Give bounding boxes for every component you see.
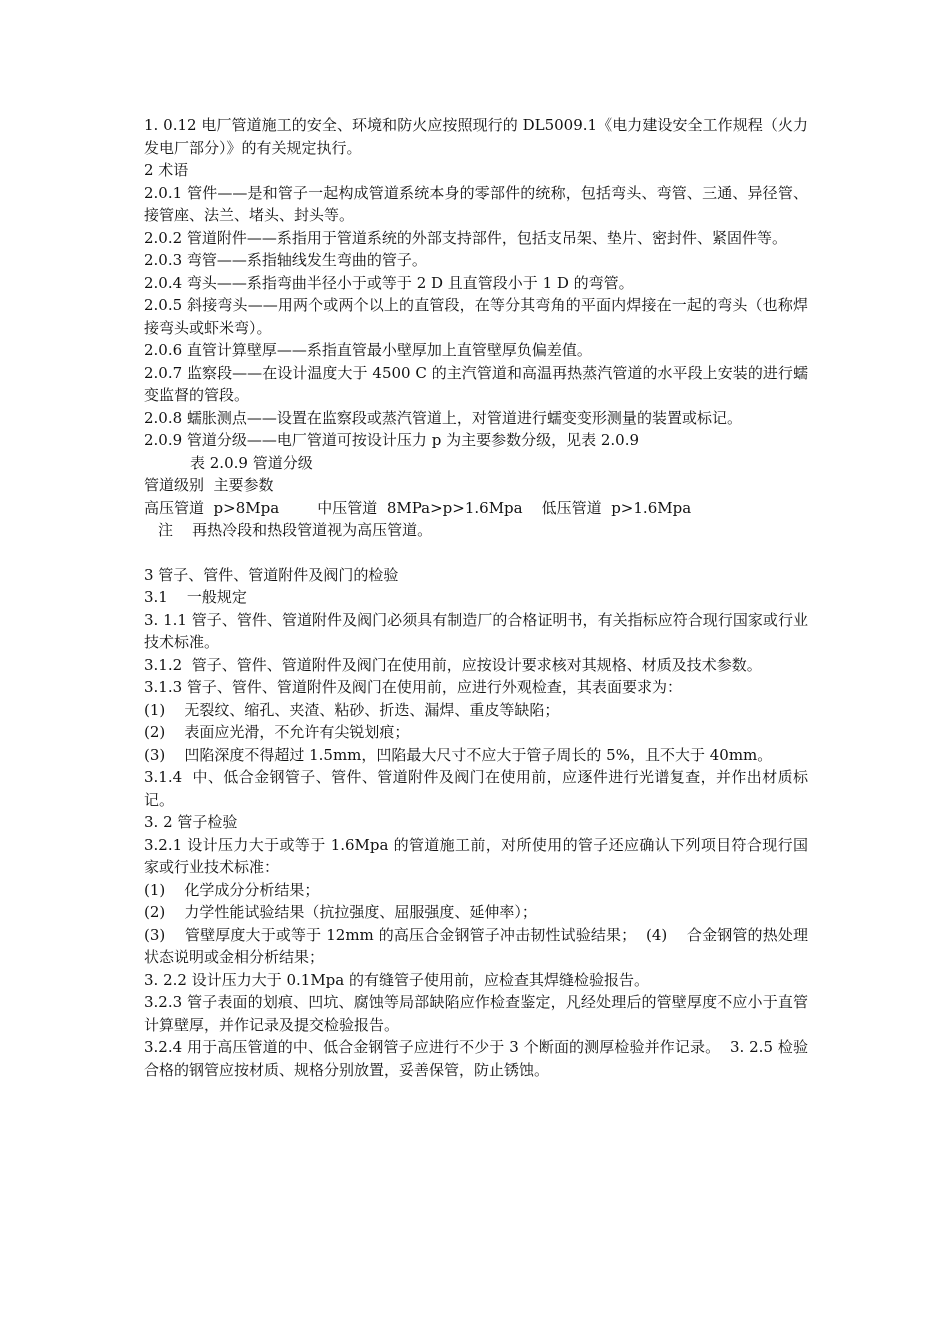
- document-body: [144, 114, 808, 1081]
- paragraph-2-0-1: 2.0.1 管件——是和管子一起构成管道系统本身的零部件的统称，包括弯头、弯管、三通、异径管、接管座、法兰、堵头、封头等。: [144, 183, 808, 224]
- paragraph-3-2-1: 3.2.1 设计压力大于或等于 1.6Mpa 的管道施工前，对所使用的管子还应确认下列项目符合现行国家或行业技术标准：: [144, 835, 808, 876]
- list-item: (1) 化学成分分析结果；: [144, 880, 320, 899]
- paragraph-2-0-3: 2.0.3 弯管——系指轴线发生弯曲的管子。: [144, 251, 427, 269]
- paragraph-2-0-7: 2.0.7 监察段——在设计温度大于 4500 C 的主汽管道和高温再热蒸汽管道的水平段上安装的进行蠕变监督的管段。: [144, 363, 808, 404]
- paragraph-3-1-2: 3.1.2 管子、管件、管道附件及阀门在使用前，应按设计要求核对其规格、材质及技术参数。: [144, 655, 762, 674]
- list-item: (2) 表面应光滑，不允许有尖锐划痕；: [144, 723, 410, 741]
- paragraph-3-1-4: 3.1.4 中、低合金钢管子、管件、管道附件及阀门在使用前，应逐件进行光谱复查，并作出材质标记。: [144, 768, 808, 809]
- paragraph-2-0-6: 2.0.6 直管计算壁厚——系指直管最小壁厚加上直管壁厚负偏差值。: [144, 341, 592, 359]
- table-data-row: 高压管道 p>8Mpa 中压管道 8MPa>p>1.6Mpa 低压管道 p>1.6Mpa: [144, 498, 692, 517]
- paragraph-3-1-3: 3.1.3 管子、管件、管道附件及阀门在使用前，应进行外观检查，其表面要求为：: [144, 678, 682, 696]
- subsection-3-2-heading: 3. 2 管子检验: [144, 813, 238, 831]
- table-caption: 表 2.0.9 管道分级: [190, 453, 313, 472]
- list-item: (3) 凹陷深度不得超过 1.5mm，凹陷最大尺寸不应大于管子周长的 5%，且不大于 40mm。: [144, 745, 773, 764]
- paragraph-3-2-2: 3. 2.2 设计压力大于 0.1Mpa 的有缝管子使用前，应检查其焊缝检验报告。: [144, 970, 650, 989]
- section-3-heading: 3 管子、管件、管道附件及阀门的检验: [144, 565, 399, 584]
- paragraph-1-0-12: 1. 0.12 电厂管道施工的安全、环境和防火应按照现行的 DL5009.1《电力建设安全工作规程（火力发电厂部分）》的有关规定执行。: [144, 116, 808, 157]
- paragraph-3-2-4: 3.2.4 用于高压管道的中、低合金钢管子应进行不少于 3 个断面的测厚检验并作记录。 3. 2.5 检验合格的钢管应按材质、规格分别放置，妥善保管，防止锈蚀。: [144, 1038, 808, 1079]
- paragraph-2-0-2: 2.0.2 管道附件——系指用于管道系统的外部支持部件，包括支吊架、垫片、密封件、紧固件等。: [144, 228, 787, 247]
- paragraph-2-0-8: 2.0.8 蠕胀测点——设置在监察段或蒸汽管道上，对管道进行蠕变变形测量的装置或标记。: [144, 408, 742, 427]
- list-item: (2) 力学性能试验结果（抗拉强度、屈服强度、延伸率）；: [144, 903, 537, 921]
- subsection-3-1-heading: 3.1 一般规定: [144, 588, 247, 606]
- table-note: 注 再热冷段和热段管道视为高压管道。: [158, 521, 433, 539]
- paragraph-3-1-1: 3. 1.1 管子、管件、管道附件及阀门必须具有制造厂的合格证明书，有关指标应符合现行国家或行业技术标准。: [144, 610, 808, 651]
- paragraph-3-2-3: 3.2.3 管子表面的划痕、凹坑、腐蚀等局部缺陷应作检查鉴定，凡经处理后的管壁厚度不应小于直管计算壁厚，并作记录及提交检验报告。: [144, 993, 808, 1034]
- paragraph-2-0-5: 2.0.5 斜接弯头——用两个或两个以上的直管段，在等分其弯角的平面内焊接在一起的弯头（也称焊接弯头或虾米弯）。: [144, 296, 808, 337]
- table-header-row: 管道级别 主要参数: [144, 476, 274, 494]
- list-item: (3) 管壁厚度大于或等于 12mm 的高压合金钢管子冲击韧性试验结果； (4) 合金钢管的热处理状态说明或金相分析结果；: [144, 925, 808, 966]
- section-2-heading: 2 术语: [144, 161, 189, 179]
- paragraph-2-0-9: 2.0.9 管道分级——电厂管道可按设计压力 p 为主要参数分级，见表 2.0.9: [144, 431, 640, 449]
- list-item: (1) 无裂纹、缩孔、夹渣、粘砂、折迭、漏焊、重皮等缺陷；: [144, 700, 560, 719]
- blank-line: [144, 542, 808, 564]
- paragraph-2-0-4: 2.0.4 弯头——系指弯曲半径小于或等于 2 D 且直管段小于 1 D 的弯管。: [144, 273, 634, 292]
